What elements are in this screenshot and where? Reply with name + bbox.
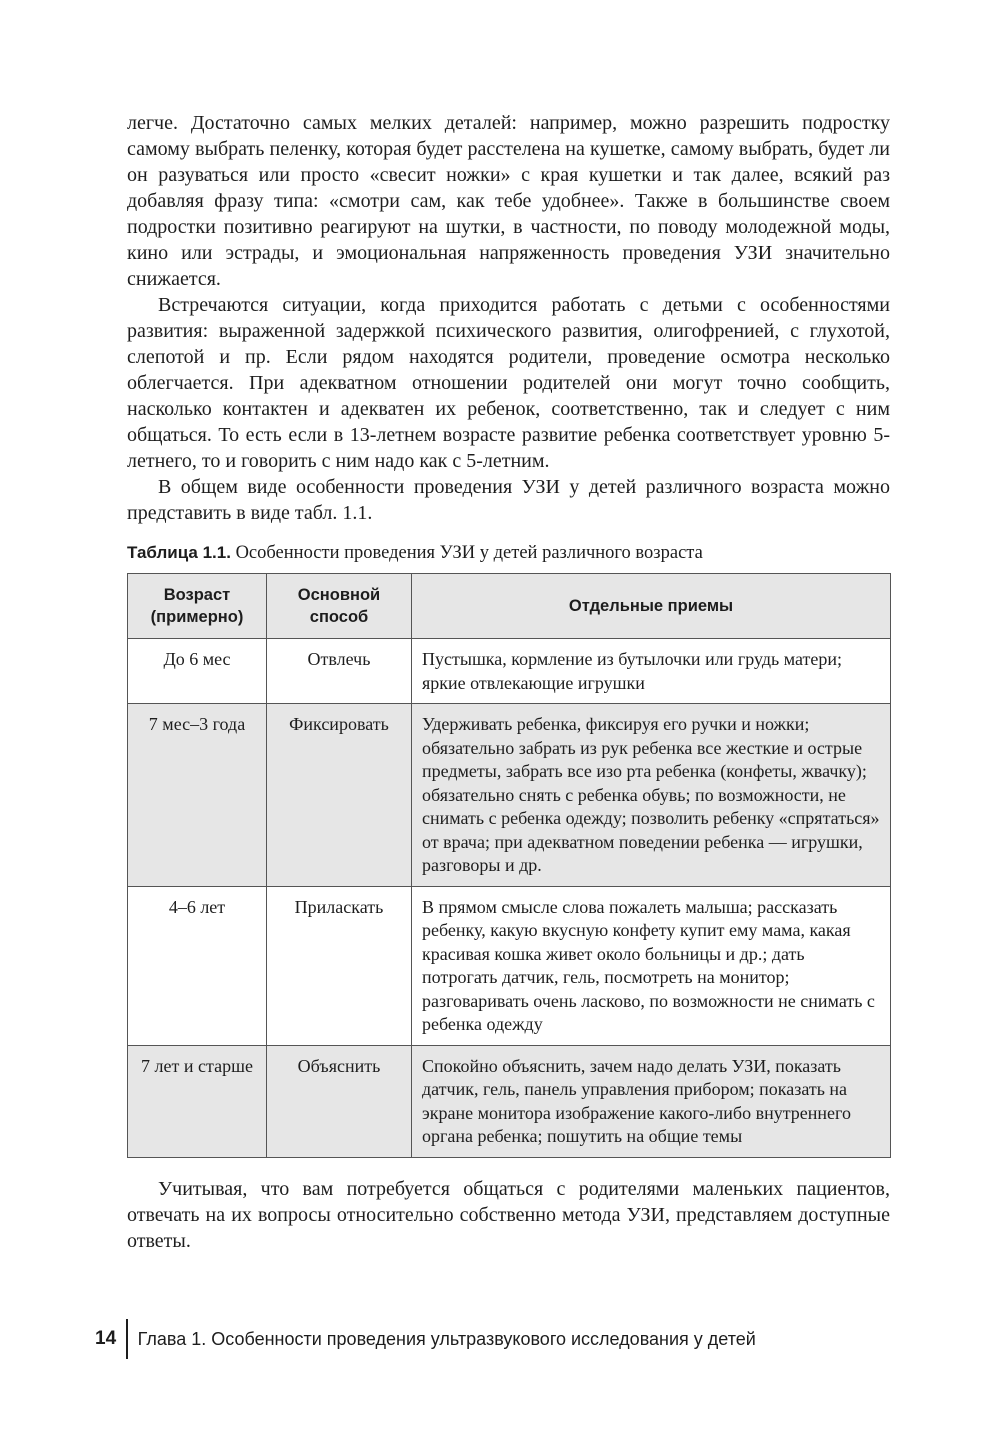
table-caption	[127, 541, 890, 565]
header-method-line1: Основной	[297, 586, 381, 604]
cell-techniques: Спокойно объяснить, зачем надо делать УЗИ, показать датчик, гель, панель управления прибором; показать на экране монитора изображение какого-либо внутреннего органа ребенка; пошутить на общие темы	[412, 1045, 891, 1157]
cell-age: 7 лет и старше	[128, 1045, 267, 1157]
page-footer	[95, 1319, 756, 1359]
cell-techniques: Пустышка, кормление из бутылочки или грудь матери; яркие отвлекающие игрушки	[412, 639, 891, 704]
paragraph-3: В общем виде особенности проведения УЗИ у детей различного возраста можно представить в виде табл. 1.1.	[127, 476, 890, 524]
cell-techniques: В прямом смысле слова пожалеть малыша; рассказать ребенку, какую вкусную конфету купит ему мама, какая красивая кошка живет около больницы и др.; дать потрогать датчик, гель, посмотреть на монитор; разговаривать очень ласково, по возможности не снимать с ребенка одежду	[412, 886, 891, 1045]
paragraph-1: легче. Достаточно самых мелких деталей: например, можно разрешить подростку самому выбрать пеленку, которая будет расстелена на кушетке, самому выбрать, будет ли он разуваться или просто «свесит ножки» с края кушетки и так далее, всякий раз добавляя фразу типа: «смотри сам, как тебе удобнее». Также в большинстве своем подростки позитивно реагируют на шутки, в частности, по поводу молодежной моды, кино или эстрады, и эмоциональная напряженность проведения УЗИ значительно снижается.	[127, 112, 890, 290]
header-method	[267, 574, 412, 639]
page-number: 14	[95, 1328, 117, 1349]
header-age	[128, 574, 267, 639]
table-row	[128, 704, 891, 887]
paragraph-after-table: Учитывая, что вам потребуется общаться с родителями маленьких пациентов, отвечать на их вопросы относительно собственно метода УЗИ, представляем доступные ответы.	[127, 1177, 890, 1252]
header-age-line2: (примерно)	[150, 608, 244, 626]
table-caption-text: Особенности проведения УЗИ у детей различного возраста	[230, 543, 703, 563]
cell-age: 7 мес–3 года	[128, 704, 267, 887]
table-header-row	[128, 574, 891, 639]
header-method-line2: способ	[309, 608, 369, 626]
table-caption-label: Таблица 1.1.	[127, 543, 231, 562]
header-techniques: Отдельные приемы	[412, 574, 891, 639]
table-row	[128, 639, 891, 704]
cell-age: До 6 мес	[128, 639, 267, 704]
page-content	[127, 110, 890, 1254]
cell-age: 4–6 лет	[128, 886, 267, 1045]
cell-techniques: Удерживать ребенка, фиксируя его ручки и ножки; обязательно забрать из рук ребенка все жесткие и острые предметы, забрать все изо рта ребенка (конфеты, жвачку); обязательно снять с ребенка обувь; по возможности, не снимать с ребенка одежду; позволить ребенку «спрятаться» от врача; при адекватном поведении ребенка — игрушки, разговоры и др.	[412, 704, 891, 887]
header-age-line1: Возраст	[163, 586, 231, 604]
table-row	[128, 886, 891, 1045]
age-techniques-table	[127, 573, 891, 1158]
chapter-title: Глава 1. Особенности проведения ультразвукового исследования у детей	[137, 1328, 756, 1349]
table-row	[128, 1045, 891, 1157]
cell-method: Отвлечь	[267, 639, 412, 704]
cell-method: Объяснить	[267, 1045, 412, 1157]
cell-method: Фиксировать	[267, 704, 412, 887]
paragraph-2: Встречаются ситуации, когда приходится работать с детьми с особенностями развития: выраженной задержкой психического развития, олигофренией, с глухотой, слепотой и пр. Если рядом находятся родители, проведение осмотра несколько облегчается. При адекватном отношении родителей они могут точно сообщить, насколько контактен и адекватен их ребенок, соответственно, так и следует с ним общаться. То есть если в 13-летнем возрасте развитие ребенка соответствует уровню 5-летнего, то и говорить с ним надо как с 5-летним.	[127, 294, 890, 472]
cell-method: Приласкать	[267, 886, 412, 1045]
footer-divider	[126, 1319, 128, 1359]
